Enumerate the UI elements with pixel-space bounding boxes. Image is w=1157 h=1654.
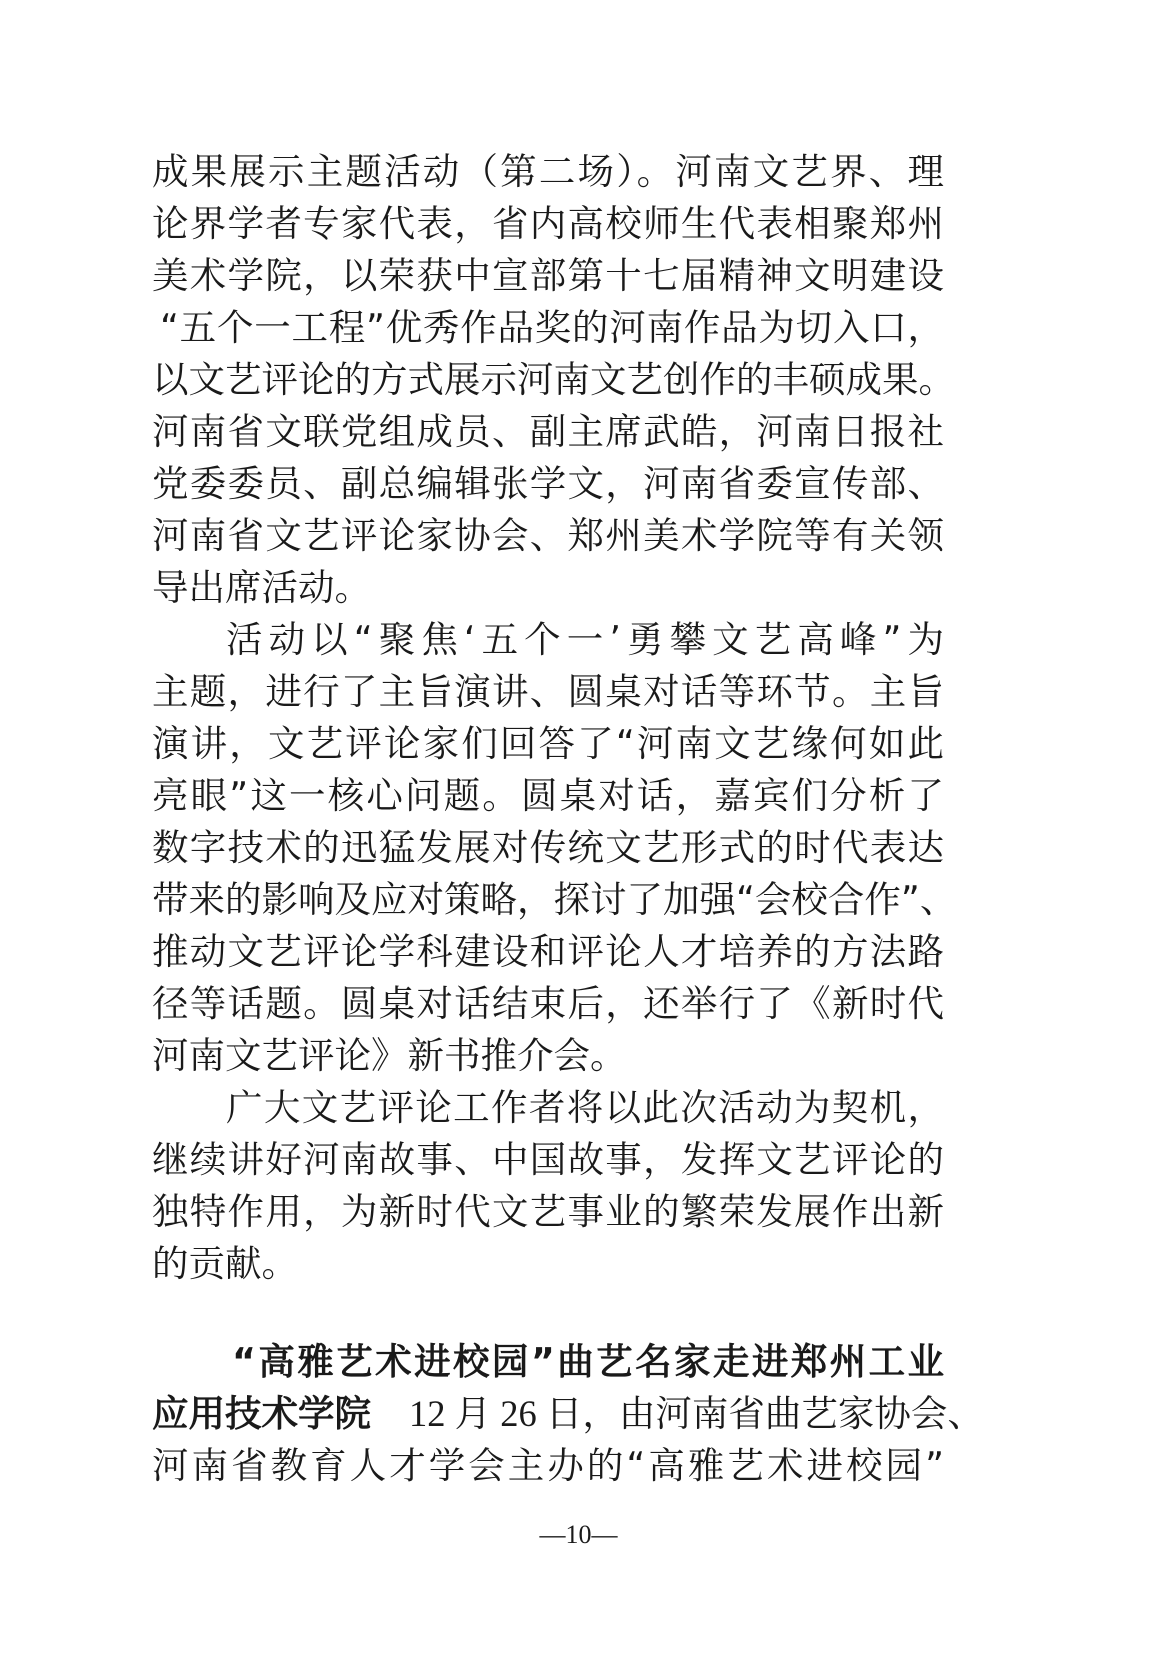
news-headline-line-2-row bbox=[152, 1388, 984, 1440]
paragraph-3-line-1: 广大文艺评论工作者将以此次活动为契机， bbox=[226, 1086, 944, 1129]
paragraph-1-line-8: 河南省文艺评论家协会、郑州美术学院等有关领 bbox=[152, 514, 944, 557]
paragraph-2-line-2: 主题，进行了主旨演讲、圆桌对话等环节。主旨 bbox=[152, 670, 944, 713]
paragraph-1-line-7: 党委委员、副总编辑张学文，河南省委宣传部、 bbox=[152, 462, 944, 505]
paragraph-1-line-5: 以文艺评论的方式展示河南文艺创作的丰硕成果。 bbox=[152, 358, 955, 401]
paragraph-3-line-3: 独特作用，为新时代文艺事业的繁荣发展作出新 bbox=[152, 1190, 944, 1233]
paragraph-2-line-7: 推动文艺评论学科建设和评论人才培养的方法路 bbox=[152, 930, 944, 973]
paragraph-2-line-9: 河南文艺评论》新书推介会。 bbox=[152, 1034, 627, 1077]
paragraph-2-line-8: 径等话题。圆桌对话结束后，还举行了《新时代 bbox=[152, 982, 944, 1025]
paragraph-1-line-2: 论界学者专家代表，省内高校师生代表相聚郑州 bbox=[152, 202, 944, 245]
paragraph-1-line-4: “五个一工程”优秀作品奖的河南作品为切入口， bbox=[160, 306, 944, 349]
paragraph-2-line-5: 数字技术的迅猛发展对传统文艺形式的时代表达 bbox=[152, 826, 944, 869]
paragraph-2-line-1: 活动以“聚焦‘五个一’勇攀文艺高峰”为 bbox=[226, 618, 944, 661]
page-number: —10— bbox=[539, 1520, 618, 1549]
news-body-line-1-rest: 由河南省曲艺家协会、 bbox=[618, 1392, 984, 1435]
paragraph-3-line-2: 继续讲好河南故事、中国故事，发挥文艺评论的 bbox=[152, 1138, 944, 1181]
paragraph-1-line-1: 成果展示主题活动（第二场）。河南文艺界、理 bbox=[152, 150, 944, 193]
news-headline-line-1: “高雅艺术进校园”曲艺名家走进郑州工业 bbox=[232, 1340, 944, 1383]
news-date: 12 月 26 日， bbox=[409, 1393, 619, 1434]
paragraph-2-line-4: 亮眼”这一核心问题。圆桌对话，嘉宾们分析了 bbox=[152, 774, 944, 817]
paragraph-1-line-9: 导出席活动。 bbox=[152, 566, 371, 609]
paragraph-2-line-6: 带来的影响及应对策略，探讨了加强“会校合作”、 bbox=[152, 878, 957, 921]
news-body-line-2: 河南省教育人才学会主办的“高雅艺术进校园” bbox=[152, 1444, 944, 1487]
paragraph-3-line-4: 的贡献。 bbox=[152, 1242, 298, 1285]
paragraph-1-line-6: 河南省文联党组成员、副主席武皓，河南日报社 bbox=[152, 410, 944, 453]
paragraph-1-line-3: 美术学院，以荣获中宣部第十七届精神文明建设 bbox=[152, 254, 944, 297]
paragraph-2-line-3: 演讲，文艺评论家们回答了“河南文艺缘何如此 bbox=[152, 722, 944, 765]
news-headline-line-2: 应用技术学院 bbox=[152, 1392, 371, 1435]
